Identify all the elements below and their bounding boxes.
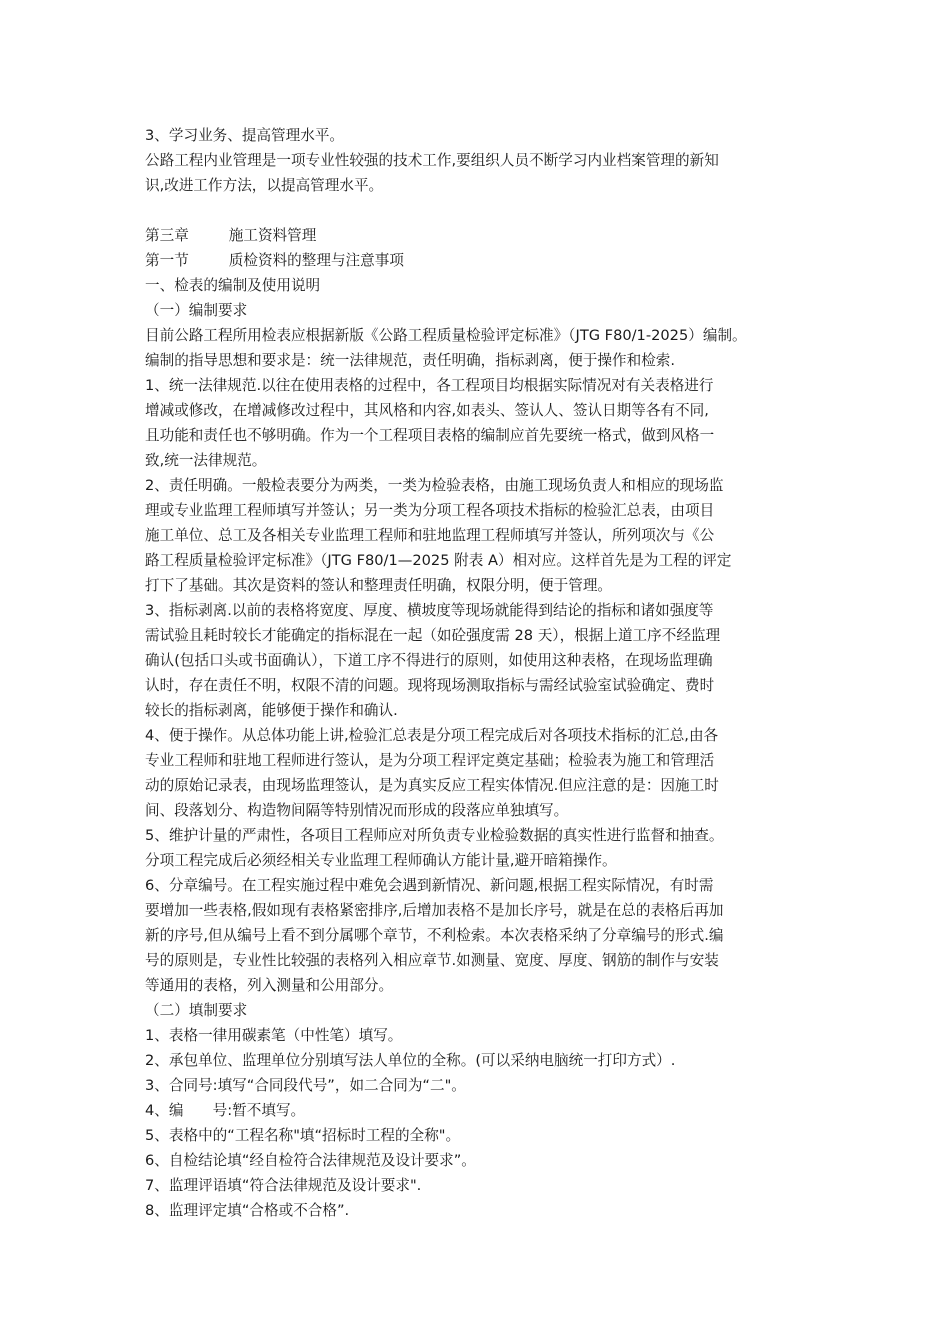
- subheading-filling-requirements: （二）填制要求: [145, 1002, 248, 1019]
- text-line: 需试验且耗时较长才能确定的指标混在一起（如砼强度需 28 天），根据上道工序不经监理: [145, 627, 721, 644]
- list-item: 6、自检结论填“经自检符合法律规范及设计要求”。: [145, 1152, 476, 1169]
- text-line: 打下了基础。其次是资料的签认和整理责任明确，权限分明，便于管理。: [145, 577, 613, 594]
- text-line: 号的原则是，专业性比较强的表格列入相应章节.如测量、宽度、厚度、钢筋的制作与安装: [145, 952, 719, 969]
- text-line: 理或专业监理工程师填写并签认；另一类为分项工程各项技术指标的检验汇总表，由项目: [145, 502, 715, 519]
- list-item: 7、监理评语填“符合法律规范及设计要求".: [145, 1177, 422, 1194]
- blank-line: [145, 198, 825, 223]
- text-line: 2、责任明确。一般检表要分为两类，一类为检验表格，由施工现场负责人和相应的现场监: [145, 477, 724, 494]
- list-item: 5、表格中的“工程名称"填“招标时工程的全称"。: [145, 1127, 461, 1144]
- list-item: 2、承包单位、监理单位分别填写法人单位的全称。(可以采纳电脑统一打印方式）.: [145, 1052, 676, 1069]
- text-line: 公路工程内业管理是一项专业性较强的技术工作,要组织人员不断学习内业档案管理的新知: [145, 152, 719, 169]
- list-item: 4、编 号:暂不填写。: [145, 1102, 306, 1119]
- text-line: 5、维护计量的严肃性，各项目工程师应对所负责专业检验数据的真实性进行监督和抽查。: [145, 827, 724, 844]
- chapter-number: 第三章: [145, 227, 189, 244]
- list-item: 8、监理评定填“合格或不合格”.: [145, 1202, 350, 1219]
- text-line: 确认(包括口头或书面确认），下道工序不得进行的原则，如使用这种表格，在现场监理确: [145, 652, 713, 669]
- paragraph-study-business: [145, 123, 825, 148]
- subheading-compilation-requirements: （一）编制要求: [145, 302, 248, 319]
- paragraph-point-2: [145, 473, 825, 598]
- text-line: 认时，存在责任不明，权限不清的问题。现将现场测取指标与需经试验室试验确定、费时: [145, 677, 715, 694]
- text-line: 6、分章编号。在工程实施过程中难免会遇到新情况、新问题,根据工程实际情况，有时需: [145, 877, 714, 894]
- text-line: 4、便于操作。从总体功能上讲,检验汇总表是分项工程完成后对各项技术指标的汇总,由各: [145, 727, 719, 744]
- text-line: 路工程质量检验评定标准》（JTG F80/1—2025 附表 A）相对应。这样首先是为工程的评定: [145, 552, 732, 569]
- paragraph-point-3: [145, 598, 825, 723]
- text-line: 且功能和责任也不够明确。作为一个工程项目表格的编制应首先要统一格式，做到风格一: [145, 427, 715, 444]
- paragraph-point-1: [145, 373, 825, 473]
- document-body: [145, 123, 825, 1223]
- text-line: 1、统一法律规范.以往在使用表格的过程中，各工程项目均根据实际情况对有关表格进行: [145, 377, 714, 394]
- paragraph-point-5: [145, 823, 825, 873]
- list-item: 3、合同号:填写“合同段代号”，如二合同为“二"。: [145, 1077, 466, 1094]
- list-item: 1、表格一律用碳素笔（中性笔）填写。: [145, 1027, 403, 1044]
- text-line: 识,改进工作方法，以提高管理水平。: [145, 177, 384, 194]
- text-line: 等通用的表格，列入测量和公用部分。: [145, 977, 394, 994]
- text-line: 3、指标剥离.以前的表格将宽度、厚度、横坡度等现场就能得到结论的指标和诸如强度等: [145, 602, 714, 619]
- section-heading: [145, 248, 825, 273]
- text-line: 施工单位、总工及各相关专业监理工程师和驻地监理工程师填写并签认，所列项次与《公: [145, 527, 715, 544]
- text-line: 较长的指标剥离，能够便于操作和确认.: [145, 702, 398, 719]
- text-line: 编制的指导思想和要求是：统一法律规范，责任明确，指标剥离，便于操作和检索.: [145, 352, 676, 369]
- subheading-form-compilation: 一、检表的编制及使用说明: [145, 277, 321, 294]
- text-line: 致,统一法律规范。: [145, 452, 267, 469]
- text-line: 专业工程师和驻地工程师进行签认，是为分项工程评定奠定基础；检验表为施工和管理活: [145, 752, 715, 769]
- filling-requirements-list: [145, 1023, 825, 1223]
- section-title: 质检资料的整理与注意事项: [228, 252, 404, 269]
- text-line: 增减或修改，在增减修改过程中，其风格和内容,如表头、签认人、签认日期等各有不同,: [145, 402, 709, 419]
- text-line: 3、学习业务、提高管理水平。: [145, 127, 345, 144]
- paragraph-internal-management: [145, 148, 825, 198]
- text-line: 新的序号,但从编号上看不到分属哪个章节，不利检索。本次表格采纳了分章编号的形式.编: [145, 927, 724, 944]
- text-line: 要增加一些表格,假如现有表格紧密排序,后增加表格不是加长序号，就是在总的表格后再加: [145, 902, 724, 919]
- text-line: 分项工程完成后必须经相关专业监理工程师确认方能计量,避开暗箱操作。: [145, 852, 617, 869]
- text-line: 动的原始记录表，由现场监理签认，是为真实反应工程实体情况.但应注意的是：因施工时: [145, 777, 719, 794]
- paragraph-standard: [145, 323, 825, 373]
- paragraph-point-4: [145, 723, 825, 823]
- paragraph-point-6: [145, 873, 825, 998]
- text-line: 间、段落划分、构造物间隔等特别情况而形成的段落应单独填写。: [145, 802, 569, 819]
- chapter-title: 施工资料管理: [228, 227, 317, 244]
- chapter-heading: [145, 223, 825, 248]
- section-number: 第一节: [145, 252, 189, 269]
- text-line: 目前公路工程所用检表应根据新版《公路工程质量检验评定标准》（JTG F80/1-2025）编制。: [145, 327, 747, 344]
